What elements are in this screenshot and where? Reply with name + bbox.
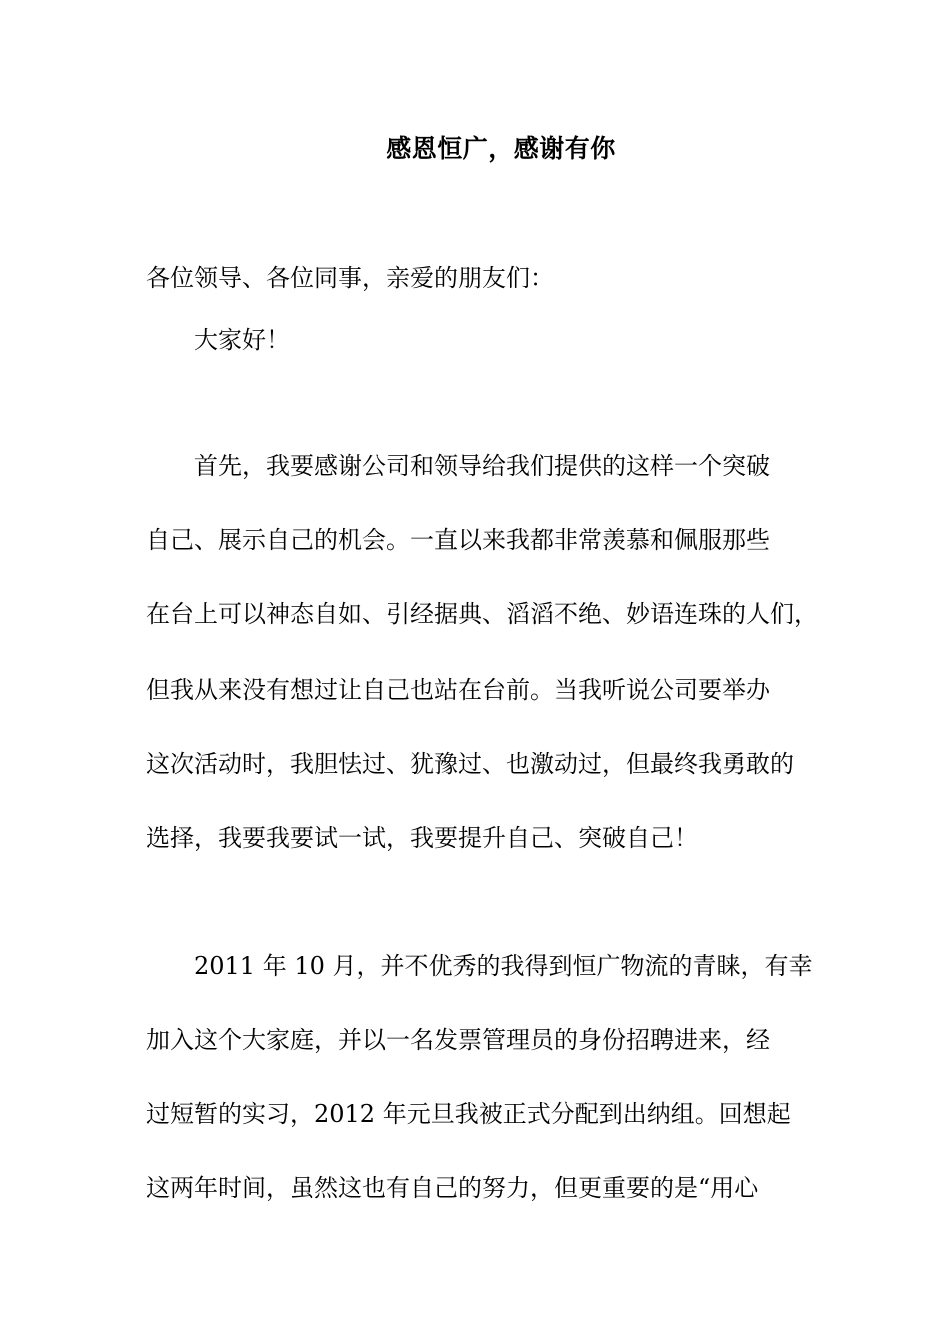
paragraph-2-line-2: 加入这个大家庭，并以一名发票管理员的身份招聘进来，经 (146, 1026, 770, 1054)
document-title: 感恩恒广，感谢有你 (386, 134, 616, 163)
paragraph-1-line-1: 首先，我要感谢公司和领导给我们提供的这样一个突破 (194, 452, 770, 480)
paragraph-2-line-3: 过短暂的实习，2012 年元旦我被正式分配到出纳组。回想起 (146, 1100, 791, 1128)
paragraph-1-line-4: 但我从来没有想过让自己也站在台前。当我听说公司要举办 (146, 676, 770, 704)
paragraph-2-line-4: 这两年时间，虽然这也有自己的努力，但更重要的是“用心 (146, 1174, 759, 1202)
paragraph-1-line-3: 在台上可以神态自如、引经据典、滔滔不绝、妙语连珠的人们， (146, 600, 818, 628)
paragraph-1-line-6: 选择，我要我要试一试，我要提升自己、突破自己！ (146, 824, 698, 852)
paragraph-1-line-2: 自己、展示自己的机会。一直以来我都非常羡慕和佩服那些 (146, 526, 770, 554)
greeting: 大家好！ (194, 326, 290, 354)
salutation: 各位领导、各位同事，亲爱的朋友们： (146, 264, 554, 292)
paragraph-2-line-1: 2011 年 10 月，并不优秀的我得到恒广物流的青睐，有幸 (194, 952, 813, 980)
paragraph-1-line-5: 这次活动时，我胆怯过、犹豫过、也激动过，但最终我勇敢的 (146, 750, 794, 778)
